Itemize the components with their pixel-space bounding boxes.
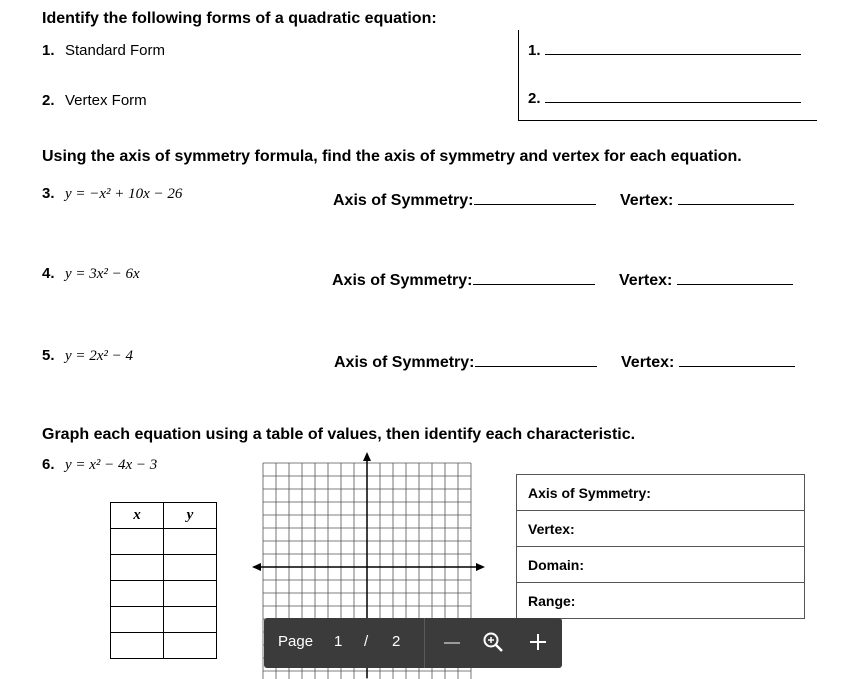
current-page-input[interactable]: 1 xyxy=(334,633,343,650)
vertex-blank[interactable] xyxy=(678,190,794,205)
page-label: Page xyxy=(278,633,314,650)
table-cell[interactable] xyxy=(111,633,164,659)
problem-number: 3. xyxy=(42,185,55,202)
section1-heading: Identify the following forms of a quadratic equation: xyxy=(42,10,437,27)
axis-blank[interactable] xyxy=(475,352,597,367)
equation: y = 2x² − 4 xyxy=(64,348,134,364)
table-cell[interactable] xyxy=(164,581,217,607)
axis-field-3[interactable] xyxy=(333,190,596,210)
axis-blank[interactable] xyxy=(473,270,595,285)
page-separator: / xyxy=(364,633,369,650)
vertex-field-5[interactable] xyxy=(621,352,795,372)
axis-of-symmetry-cell[interactable]: Axis of Symmetry: xyxy=(517,475,805,511)
problem-number: 6. xyxy=(42,456,55,473)
values-table xyxy=(110,502,217,659)
axis-field-4[interactable] xyxy=(332,270,595,290)
problem-5 xyxy=(42,347,133,365)
answer-line-1[interactable] xyxy=(528,40,801,60)
x-header: x xyxy=(111,503,164,529)
equation: y = x² − 4x − 3 xyxy=(64,457,158,473)
item-number: 2. xyxy=(42,92,55,109)
equation: y = −x² + 10x − 26 xyxy=(64,186,183,202)
vertex-label: Vertex: xyxy=(621,354,675,371)
problem-6 xyxy=(42,456,157,474)
vertex-blank[interactable] xyxy=(677,270,793,285)
plus-icon[interactable] xyxy=(528,632,548,652)
vertex-label: Vertex: xyxy=(619,272,673,289)
section3-heading: Graph each equation using a table of values, then identify each characteristic. xyxy=(42,426,636,443)
table-cell[interactable] xyxy=(111,529,164,555)
form-item-1 xyxy=(42,42,165,60)
total-pages: 2 xyxy=(392,633,401,650)
item-number: 1. xyxy=(42,42,55,59)
axis-label: Axis of Symmetry: xyxy=(333,192,474,209)
axis-blank[interactable] xyxy=(474,190,596,205)
item-label: Vertex Form xyxy=(64,92,147,109)
item-label: Standard Form xyxy=(64,42,166,59)
y-axis-up-arrow xyxy=(363,452,371,461)
table-cell[interactable] xyxy=(111,581,164,607)
answer-number: 2. xyxy=(528,90,541,107)
axis-label: Axis of Symmetry: xyxy=(334,354,475,371)
minus-icon[interactable] xyxy=(442,633,462,653)
problem-4 xyxy=(42,265,140,283)
problem-3 xyxy=(42,185,182,203)
vertex-label: Vertex: xyxy=(620,192,674,209)
table-cell[interactable] xyxy=(164,607,217,633)
answer-line-2[interactable] xyxy=(528,88,801,108)
axis-field-5[interactable] xyxy=(334,352,597,372)
vertex-cell[interactable]: Vertex: xyxy=(517,511,805,547)
characteristics-table xyxy=(516,474,805,619)
x-axis-left-arrow xyxy=(252,563,261,571)
answer-number: 1. xyxy=(528,42,541,59)
vertex-field-3[interactable] xyxy=(620,190,794,210)
section2-heading: Using the axis of symmetry formula, find the axis of symmetry and vertex for each equation. xyxy=(42,148,742,165)
form-item-2 xyxy=(42,92,147,110)
answer-blank[interactable] xyxy=(545,40,801,55)
equation: y = 3x² − 6x xyxy=(64,266,140,282)
axis-label: Axis of Symmetry: xyxy=(332,272,473,289)
pdf-toolbar xyxy=(264,618,562,668)
y-header: y xyxy=(164,503,217,529)
vertex-blank[interactable] xyxy=(679,352,795,367)
vertex-field-4[interactable] xyxy=(619,270,793,290)
table-cell[interactable] xyxy=(164,529,217,555)
table-cell[interactable] xyxy=(164,555,217,581)
range-cell[interactable]: Range: xyxy=(517,583,805,619)
table-cell[interactable] xyxy=(111,607,164,633)
magnifier-icon[interactable] xyxy=(482,631,504,653)
problem-number: 5. xyxy=(42,347,55,364)
domain-cell[interactable]: Domain: xyxy=(517,547,805,583)
table-cell[interactable] xyxy=(111,555,164,581)
table-cell[interactable] xyxy=(164,633,217,659)
problem-number: 4. xyxy=(42,265,55,282)
answer-blank[interactable] xyxy=(545,88,801,103)
x-axis-right-arrow xyxy=(476,563,485,571)
